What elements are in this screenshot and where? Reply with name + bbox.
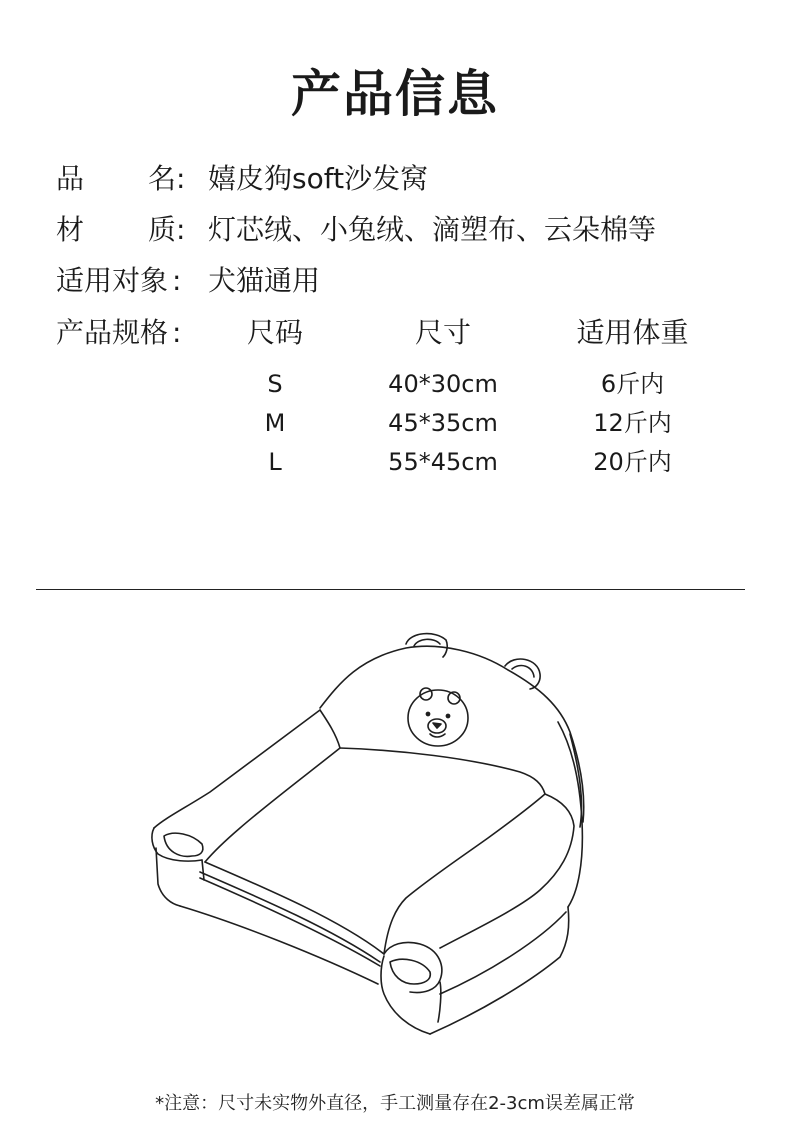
- info-value-target: 犬猫通用: [208, 264, 321, 297]
- spec-header-size-code: 尺码: [246, 316, 303, 349]
- backrest-right-side: [570, 734, 582, 827]
- info-colon: :: [172, 316, 182, 349]
- sofa-bed-illustration: [140, 622, 600, 1064]
- spec-cell-weight: 20斤内: [593, 448, 672, 476]
- info-label-name-1: 品: [56, 162, 85, 195]
- right-arm-side-2: [438, 982, 441, 1022]
- info-colon: :: [176, 162, 186, 195]
- right-ear-inner: [512, 666, 534, 677]
- left-arm-side-2: [202, 860, 204, 880]
- seat-right-edge: [384, 794, 545, 954]
- right-arm-hole: [390, 959, 430, 984]
- info-value-material: 灯芯绒、小兔绒、滴塑布、云朵棉等: [208, 213, 657, 246]
- right-ear-outline: [505, 659, 540, 689]
- backrest-inner-left: [320, 710, 340, 748]
- right-arm-front: [384, 942, 442, 992]
- base-front-bottom: [180, 906, 378, 984]
- spec-cell-size: L: [268, 448, 282, 476]
- spec-cell-weight: 6斤内: [600, 370, 665, 398]
- page-title: 产品信息: [291, 65, 499, 123]
- left-arm-inner: [205, 748, 340, 862]
- info-label-material-1: 材: [56, 213, 85, 246]
- info-value-name: 嬉皮狗soft沙发窝: [208, 162, 429, 195]
- spec-header-dimensions: 尺寸: [414, 316, 471, 349]
- right-arm-side: [381, 956, 430, 1034]
- info-colon: :: [172, 264, 182, 297]
- info-label-name-2: 名: [148, 162, 177, 195]
- bear-eye-right: [446, 714, 449, 717]
- info-colon: :: [176, 213, 186, 246]
- bear-eye-left: [426, 712, 429, 715]
- bear-mouth: [430, 734, 445, 737]
- info-label-material-2: 质: [148, 213, 177, 246]
- spec-cell-dimensions: 55*45cm: [388, 448, 498, 476]
- bear-face-badge: [408, 688, 468, 746]
- seat-front-lip: [200, 872, 380, 962]
- left-ear-inner: [414, 639, 440, 646]
- seat-top: [205, 862, 384, 954]
- info-label-target: 适用对象: [56, 264, 169, 297]
- left-ear-outline: [406, 634, 447, 657]
- disclaimer-note: *注意：尺寸未实物外直径，手工测量存在2-3cm误差属正常: [155, 1093, 635, 1114]
- left-arm-top: [154, 710, 320, 828]
- spec-cell-dimensions: 40*30cm: [388, 370, 498, 398]
- left-arm-side: [156, 848, 180, 906]
- spec-cell-size: S: [267, 370, 283, 398]
- section-divider: [36, 589, 745, 590]
- spec-cell-dimensions: 45*35cm: [388, 409, 498, 437]
- base-right-top: [440, 912, 566, 994]
- left-arm-hole: [164, 833, 203, 856]
- backrest-front-bottom: [340, 748, 545, 794]
- spec-header-weight: 适用体重: [576, 316, 689, 349]
- bear-nose: [433, 723, 441, 728]
- base-right-bottom: [430, 907, 569, 1034]
- spec-cell-weight: 12斤内: [593, 409, 672, 437]
- info-label-spec: 产品规格: [56, 316, 169, 349]
- spec-cell-size: M: [264, 409, 286, 437]
